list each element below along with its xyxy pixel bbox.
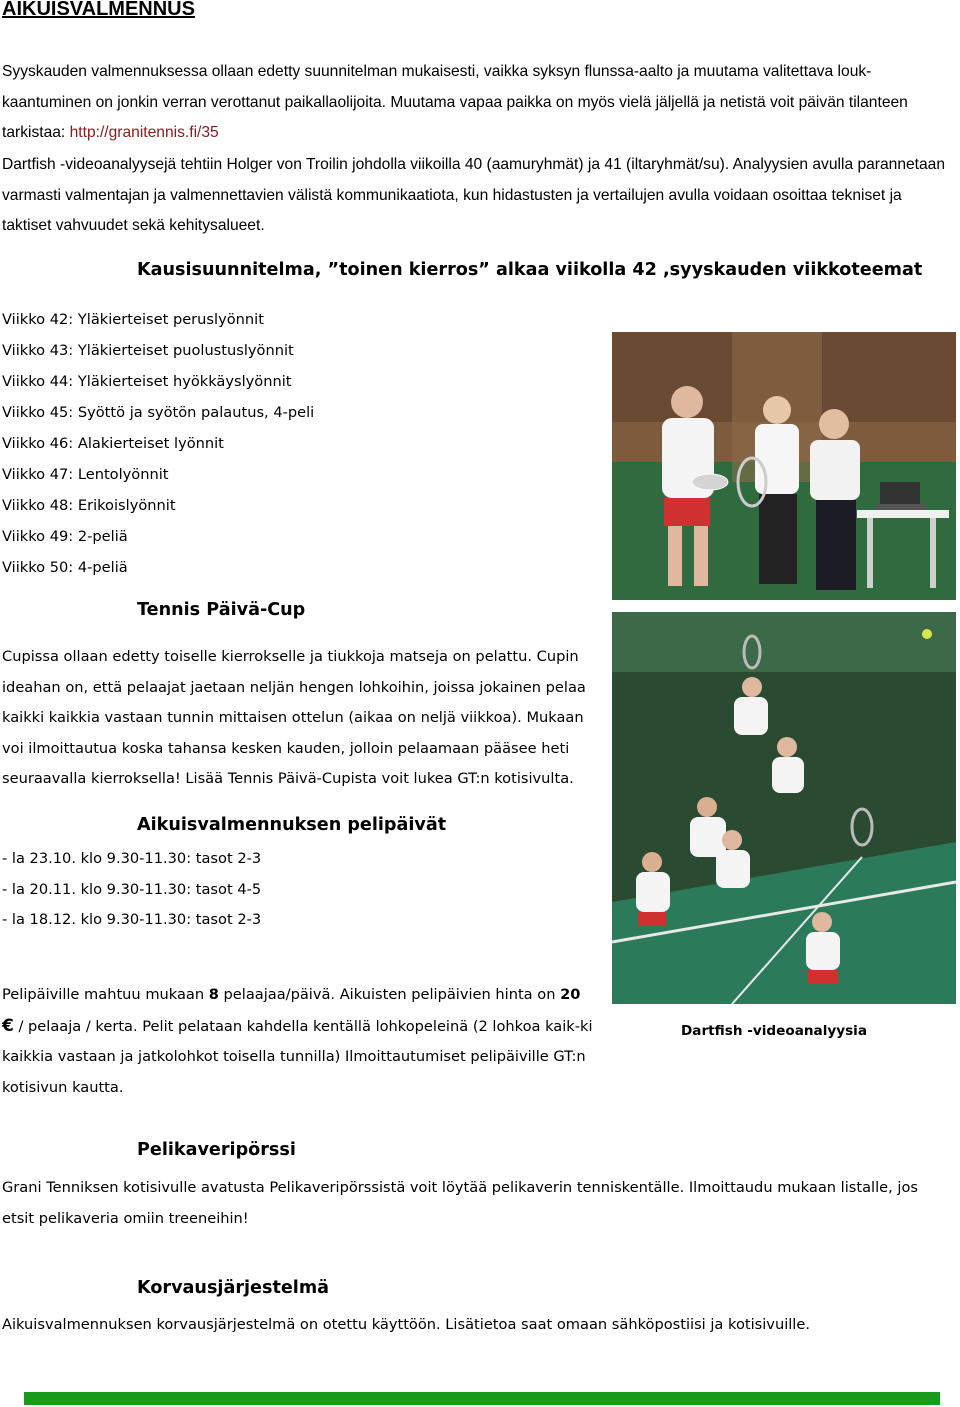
playday-date: - la 20.11. klo 9.30-11.30: tasot 4-5 — [2, 880, 262, 898]
week-item: Viikko 48: Erikoislyönnit — [2, 497, 176, 514]
playdays-heading: Aikuisvalmennuksen pelipäivät — [137, 815, 447, 835]
playday-date: - la 23.10. klo 9.30-11.30: tasot 2-3 — [2, 850, 262, 867]
week-item: Viikko 49: 2-peliä — [2, 528, 128, 545]
week-list — [2, 304, 314, 583]
serve-sequence-photo — [612, 612, 956, 1004]
week-item: Viikko 47: Lentolyönnit — [2, 466, 169, 483]
intro-text: Syyskauden valmennuksessa ollaan edetty suunnitelman mukaisesti, vaikka syksyn flunssa-aalto ja muutama valitettava louk-kaantuminen on jonkin verran verottanut paikallaolijoita. Muutama vapaa paikka on myös vielä jäljellä ja netistä voit päivän tilanteen tarkistaa: — [2, 63, 908, 141]
exchange-text: Grani Tenniksen kotisivulle avatusta Pelikaveripörssistä voit löytää pelikaverin tenniskentälle. Ilmoittaudu mukaan listalle, jos etsit pelikaveria omiin treeneihin! — [2, 1179, 918, 1227]
cup-text: Cupissa ollaan edetty toiselle kierrokselle ja tiukkoja matseja on pelattu. Cupin ideahan on, että pelaajat jaetaan neljän hengen lohkoihin, joissa jokainen pelaa kaikki kaikkia vastaan tunnin mittaisen ottelun (aikaa on neljä viikkoa). Mukaan voi ilmoittautua koska tahansa kesken kauden, jolloin pelaamaan pääsee heti seuraavalla kierroksella! Lisää Tennis Päivä-Cupista voit lukea GT:n kotisivulta. — [2, 648, 586, 787]
intro-paragraph-1 — [2, 57, 952, 149]
granitennis-link[interactable]: http://granitennis.fi/35 — [69, 124, 219, 141]
week-item: Viikko 46: Alakierteiset lyönnit — [2, 435, 224, 452]
season-heading: Kausisuunnitelma, ”toinen kierros” alkaa viikolla 42 ,syyskauden viikkoteemat — [137, 260, 923, 280]
price: 20 — [560, 986, 581, 1003]
photo-caption: Dartfish -videoanalyysia — [681, 1023, 868, 1039]
makeup-heading: Korvausjärjestelmä — [137, 1278, 330, 1298]
week-item: Viikko 45: Syöttö ja syötön palautus, 4-peli — [2, 404, 315, 421]
playdays-info-text: Pelipäiville mahtuu mukaan — [2, 986, 209, 1003]
footer-bar — [24, 1392, 940, 1405]
max-players: 8 — [208, 986, 219, 1003]
playdays-info — [2, 980, 602, 1103]
week-item: Viikko 44: Yläkierteiset hyökkäyslyönnit — [2, 373, 292, 390]
coaches-video-analysis-photo — [612, 332, 956, 600]
week-item: Viikko 43: Yläkierteiset puolustuslyönnit — [2, 342, 294, 359]
playdays-dates — [2, 844, 261, 936]
page-title: AIKUISVALMENNUS — [2, 0, 195, 20]
cup-heading: Tennis Päivä-Cup — [137, 600, 306, 620]
playday-date: - la 18.12. klo 9.30-11.30: tasot 2-3 — [2, 911, 262, 928]
euro-sign: € — [2, 1015, 14, 1036]
intro-paragraph-2: Dartfish -videoanalyysejä tehtiin Holger von Troilin johdolla viikoilla 40 (aamuryhmät) ja 41 (iltaryhmät/su). Analyysien avulla parannetaan varmasti valmentajan ja valmennettavien välistä kommunikaatiota, kun hidastusten ja vertailujen avulla voidaan osoittaa tekniset ja taktiset vahvuudet sekä kehitysalueet. — [2, 156, 946, 234]
playdays-info-text: / pelaaja / kerta. Pelit pelataan kahdella kentällä lohkopeleinä (2 lohkoa kaik-ki kaikkia vastaan ja jatkolohkot toisella tunnilla) Ilmoittautumiset pelipäiville GT:n kotisivun kautta. — [2, 1017, 593, 1096]
week-item: Viikko 50: 4-peliä — [2, 559, 128, 576]
exchange-heading: Pelikaveripörssi — [137, 1140, 296, 1160]
makeup-text: Aikuisvalmennuksen korvausjärjestelmä on otettu käyttöön. Lisätietoa saat omaan sähköpostiisi ja kotisivuille. — [2, 1316, 810, 1333]
playdays-info-text: pelaajaa/päivä. Aikuisten pelipäivien hinta on — [218, 986, 561, 1003]
week-item: Viikko 42: Yläkierteiset peruslyönnit — [2, 311, 264, 328]
